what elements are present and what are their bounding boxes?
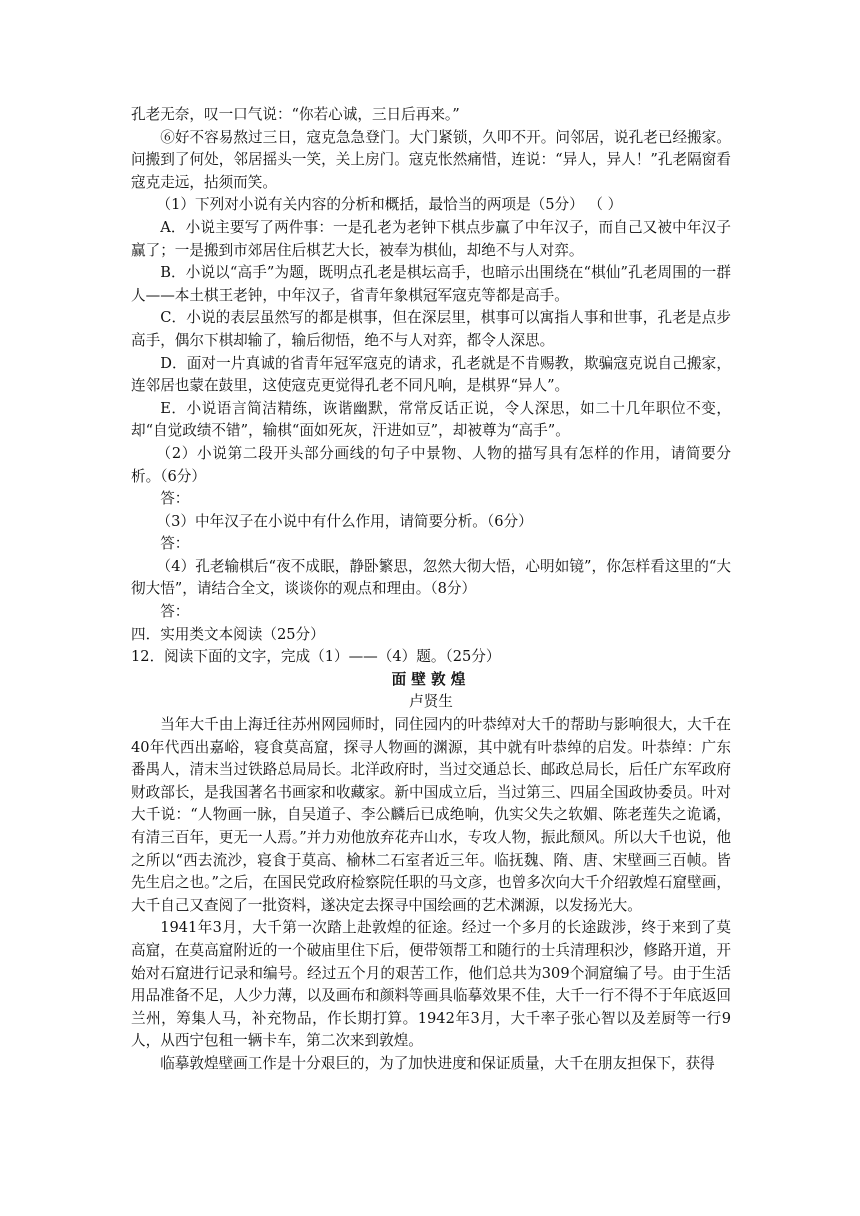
document-body — [131, 104, 731, 1076]
answer-line: 答： — [160, 490, 190, 508]
article-author: 卢贤生 — [409, 693, 453, 711]
question-4: （4）孔老输棋后“夜不成眠，静卧繁思，忽然大彻大悟，心明如镜”，你怎样看这里的“大彻大悟”，请结合全文，谈谈你的观点和理由。（8分） — [131, 557, 731, 598]
question-1: （1）下列对小说有关内容的分析和概括，最恰当的两项是（5分） （ ） — [156, 196, 623, 214]
story-paragraph: 孔老无奈，叹一口气说：“你若心诚，三日后再来。” — [131, 106, 460, 123]
option-d: D．面对一片真诚的省青年冠军寇克的请求，孔老就是不肯赐教，欺骗寇克说自己搬家，连邻居也蒙在鼓里，这使寇克更觉得孔老不同凡响，是棋界“异人”。 — [131, 354, 731, 395]
answer-line: 答： — [160, 603, 190, 621]
option-b: B．小说以“高手”为题，既明点孔老是棋坛高手，也暗示出围绕在“棋仙”孔老周围的一群人——本土棋王老钟，中年汉子，省青年象棋冠军寇克等都是高手。 — [131, 264, 731, 304]
article-title: 面壁敦煌 — [391, 670, 471, 688]
article-paragraph: 临摹敦煌壁画工作是十分艰巨的，为了加快进度和保证质量，大千在朋友担保下，获得 — [160, 1054, 715, 1072]
question-2: （2）小说第二段开头部分画线的句子中景物、人物的描写具有怎样的作用，请简要分析。（6分） — [131, 444, 731, 485]
option-c: C．小说的表层虽然写的都是棋事，但在深层里，棋事可以寓指人事和世事，孔老是点步高手，偶尔下棋却输了，输后彻悟，绝不与人对弈，都令人深思。 — [131, 309, 731, 349]
answer-line: 答： — [160, 535, 190, 553]
option-a: A．小说主要写了两件事：一是孔老为老钟下棋点步赢了中年汉子，而自己又被中年汉子赢了；一是搬到市郊居住后棋艺大长，被奉为棋仙，却绝不与人对弈。 — [131, 218, 731, 259]
option-e: E．小说语言简洁精练，诙谐幽默，常常反话正说，令人深思，如二十几年职位不变，却“自觉政绩不错”，输棋“面如死灰，汗进如豆”，却被尊为“高手”。 — [131, 399, 731, 440]
story-paragraph: ⑥好不容易熬过三日，寇克急急登门。大门紧锁，久叩不开。问邻居，说孔老已经搬家。问搬到了何处，邻居摇头一笑，关上房门。寇克怅然痛惜，连说：“异人，异人！”孔老隔窗看寇克走远，拈须而笑。 — [131, 128, 731, 191]
section-heading: 四．实用类文本阅读（25分） — [131, 625, 325, 643]
article-paragraph: 当年大千由上海迁往苏州网园师时，同住园内的叶恭绰对大千的帮助与影响很大，大千在40年代西出嘉峪，寝食莫高窟，探寻人物画的渊源，其中就有叶恭绰的启发。叶恭绰：广东番禺人，清末当过铁路总局局长。北洋政府时，当过交通总长、邮政总局长，后任广东军政府财政部长，是我国著名书画家和收藏家。新中国成立后，当过第三、四届全国政协委员。叶对大千说：“人物画一脉，自吴道子、李公麟后已成绝响，仇实父失之软媚、陈老莲失之诡谲，有清三百年，更无一人焉。”并力劝他放弃花卉山水，专攻人物，振此颓风。所以大千也说，他之所以“西去流沙，寝食于莫高、榆林二石室者近三年。临抚魏、隋、唐、宋壁画三百帧。皆先生启之也。”之后，在国民党政府检察院任职的马文彦，也曾多次向大千介绍敦煌石窟壁画，大千自己又查阅了一批资料，遂决定去探寻中国绘画的艺术渊源，以发扬光大。 — [131, 716, 731, 914]
article-paragraph: 1941年3月，大千第一次踏上赴敦煌的征途。经过一个多月的长途跋涉，终于来到了莫高窟，在莫高窟附近的一个破庙里住下后，便带领帮工和随行的士兵清理积沙，修路开道，开始对石窟进行记录和编号。经过五个月的艰苦工作，他们总共为309个洞窟编了号。由于生活用品准备不足，人少力薄，以及画布和颜料等画具临摹效果不佳，大千一行不得不于年底返回兰州，筹集人马，补充物品，作长期打算。1942年3月，大千率子张心智以及差厨等一行9人，从西宁包租一辆卡车，第二次来到敦煌。 — [131, 919, 731, 1050]
question-12: 12．阅读下面的文字，完成（1）——（4）题。（25分） — [131, 648, 501, 666]
question-3: （3）中年汉子在小说中有什么作用，请简要分析。（6分） — [156, 512, 533, 530]
